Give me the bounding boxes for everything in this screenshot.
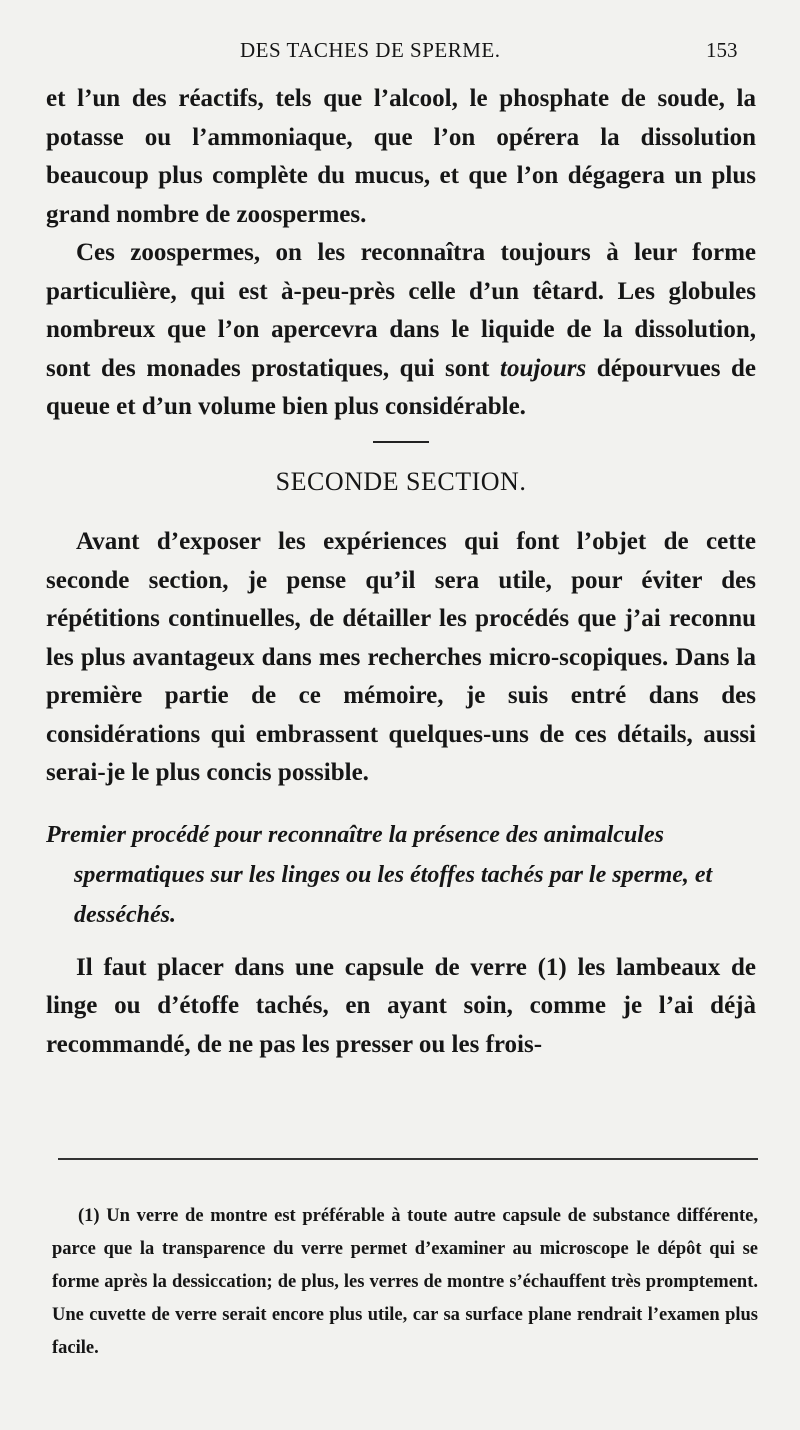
footnote-rule bbox=[58, 1158, 758, 1160]
running-title: DES TACHES DE SPERME. bbox=[240, 38, 501, 62]
paragraph-continuation: et l’un des réactifs, tels que l’alcool, le phosphate de soude, la potasse ou l’ammoniaque, que l’on opérera la dissolution beaucoup plus complète du mucus, et que l’on dégagera un plus grand nombre de zoospermes. bbox=[46, 85, 756, 228]
footnote-text: (1) Un verre de montre est préférable à toute autre capsule de substance différente, parce que la transparence du verre permet d’examiner au microscope le dépôt qui se forme après la dessiccation; de plus, les verres de montre s’échauffent très promptement. Une cuvette de verre serait encore plus utile, car sa surface plane rendrait l’examen plus facile. bbox=[52, 1206, 758, 1358]
paragraph-zoospermes-text: Ces zoospermes, on les reconnaîtra toujours à leur forme particulière, qui est à-peu-près celle d’un têtard. Les globules nombreux que l’on apercevra dans le liquide de la dissolution, sont des monades prostatiques, qui sont bbox=[46, 239, 756, 382]
procedure-heading: Premier procédé pour reconnaître la présence des animalcules spermatiques sur les linges ou les étoffes tachés par le sperme, et desséchés. bbox=[46, 821, 713, 928]
paragraph-section-intro: Avant d’exposer les expériences qui font l’objet de cette seconde section, je pense qu’il sera utile, pour éviter des répétitions continuelles, de détailler les procédés que j’ai reconnu les plus avantageux dans mes recherches micro-scopiques. Dans la première partie de ce mémoire, je suis entré dans des considérations qui embrassent quelques-uns de ces détails, aussi serai-je le plus concis possible. bbox=[46, 528, 756, 786]
paragraph-procedure: Il faut placer dans une capsule de verre (1) les lambeaux de linge ou d’étoffe tachés, en ayant soin, comme je l’ai déjà recommandé, de ne pas les presser ou les frois- bbox=[46, 953, 756, 1058]
paragraph-zoospermes-end: dépourvues de queue et d’un volume bien plus considérable. bbox=[46, 354, 756, 420]
section-divider bbox=[373, 441, 429, 443]
paragraph-zoospermes bbox=[46, 234, 756, 427]
section-title: SECONDE SECTION. bbox=[275, 466, 527, 496]
page-number: 153 bbox=[706, 38, 738, 62]
page-header bbox=[0, 30, 800, 70]
emphasis-toujours: toujours bbox=[500, 354, 587, 382]
main-text bbox=[46, 80, 756, 1064]
footnote bbox=[52, 1200, 758, 1365]
